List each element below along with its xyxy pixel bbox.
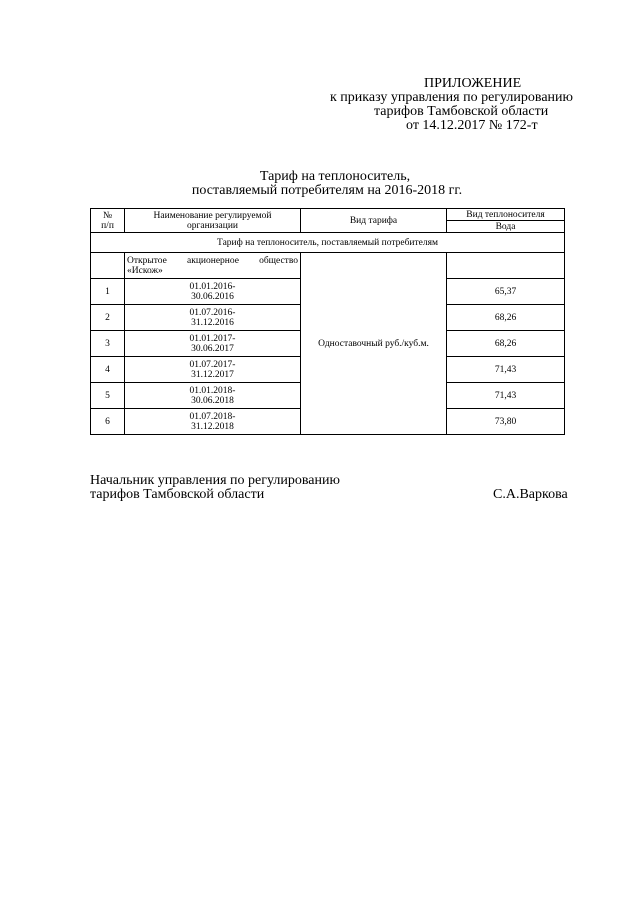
row-number: 4 (91, 357, 125, 383)
row-number: 5 (91, 383, 125, 409)
period-from: 01.07.2017- (189, 359, 236, 370)
row-number: 3 (91, 331, 125, 357)
row-period (125, 305, 301, 331)
period-to: 31.12.2016 (191, 317, 234, 328)
row-value: 73,80 (447, 409, 565, 435)
period-to: 31.12.2017 (191, 369, 234, 380)
table-cell-empty (447, 253, 565, 279)
period-from: 01.01.2017- (189, 333, 236, 344)
title-line-1: Тариф на теплоноситель, (259, 169, 411, 184)
row-number: 1 (91, 279, 125, 305)
period-to: 30.06.2016 (191, 291, 234, 302)
tariff-type-cell: Одноставочный руб./куб.м. (301, 253, 447, 435)
row-value: 71,43 (447, 357, 565, 383)
signatory-position-line1: Начальник управления по регулированию (90, 473, 340, 488)
period-from: 01.07.2018- (189, 411, 236, 422)
row-value: 68,26 (447, 305, 565, 331)
col-header-water: Вода (447, 221, 565, 233)
order-authority: тарифов Тамбовской области (374, 104, 549, 119)
table-cell-empty (91, 253, 125, 279)
col-header-organization: Наименование регулируемой организации (125, 209, 301, 233)
row-value: 65,37 (447, 279, 565, 305)
organization-name-line1: Открытое акционерное общество (127, 255, 298, 266)
row-period (125, 409, 301, 435)
tariff-table (90, 208, 565, 435)
appendix-header (300, 77, 640, 133)
period-to: 31.12.2018 (191, 421, 234, 432)
signatory-position-line2: тарифов Тамбовской области (90, 487, 265, 502)
period-from: 01.01.2016- (189, 281, 236, 292)
col-header-tariff-type: Вид тарифа (301, 209, 447, 233)
period-from: 01.07.2016- (189, 307, 236, 318)
signatory-name: С.А.Варкова (493, 487, 568, 502)
row-number: 6 (91, 409, 125, 435)
row-value: 68,26 (447, 331, 565, 357)
appendix-label: ПРИЛОЖЕНИЕ (424, 76, 522, 91)
organization-name (125, 253, 301, 279)
period-to: 30.06.2017 (191, 343, 234, 354)
period-to: 30.06.2018 (191, 395, 234, 406)
col-header-number (91, 209, 125, 233)
col-header-medium: Вид теплоносителя (447, 209, 565, 221)
row-period (125, 279, 301, 305)
row-value: 71,43 (447, 383, 565, 409)
row-period (125, 383, 301, 409)
row-number: 2 (91, 305, 125, 331)
section-row: Тариф на теплоноситель, поставляемый потребителям (91, 233, 565, 253)
row-period (125, 331, 301, 357)
document-title (0, 170, 640, 198)
order-reference: к приказу управления по регулированию (330, 90, 573, 105)
col-header-number-line1: № (102, 210, 113, 221)
row-period (125, 357, 301, 383)
title-line-2: поставляемый потребителям на 2016-2018 гг. (191, 183, 463, 198)
period-from: 01.01.2018- (189, 385, 236, 396)
col-header-number-line2: п/п (101, 220, 114, 231)
order-date-number: от 14.12.2017 № 172-т (406, 118, 538, 133)
organization-name-line2: «Искож» (127, 265, 163, 276)
signatory-position (90, 474, 340, 502)
